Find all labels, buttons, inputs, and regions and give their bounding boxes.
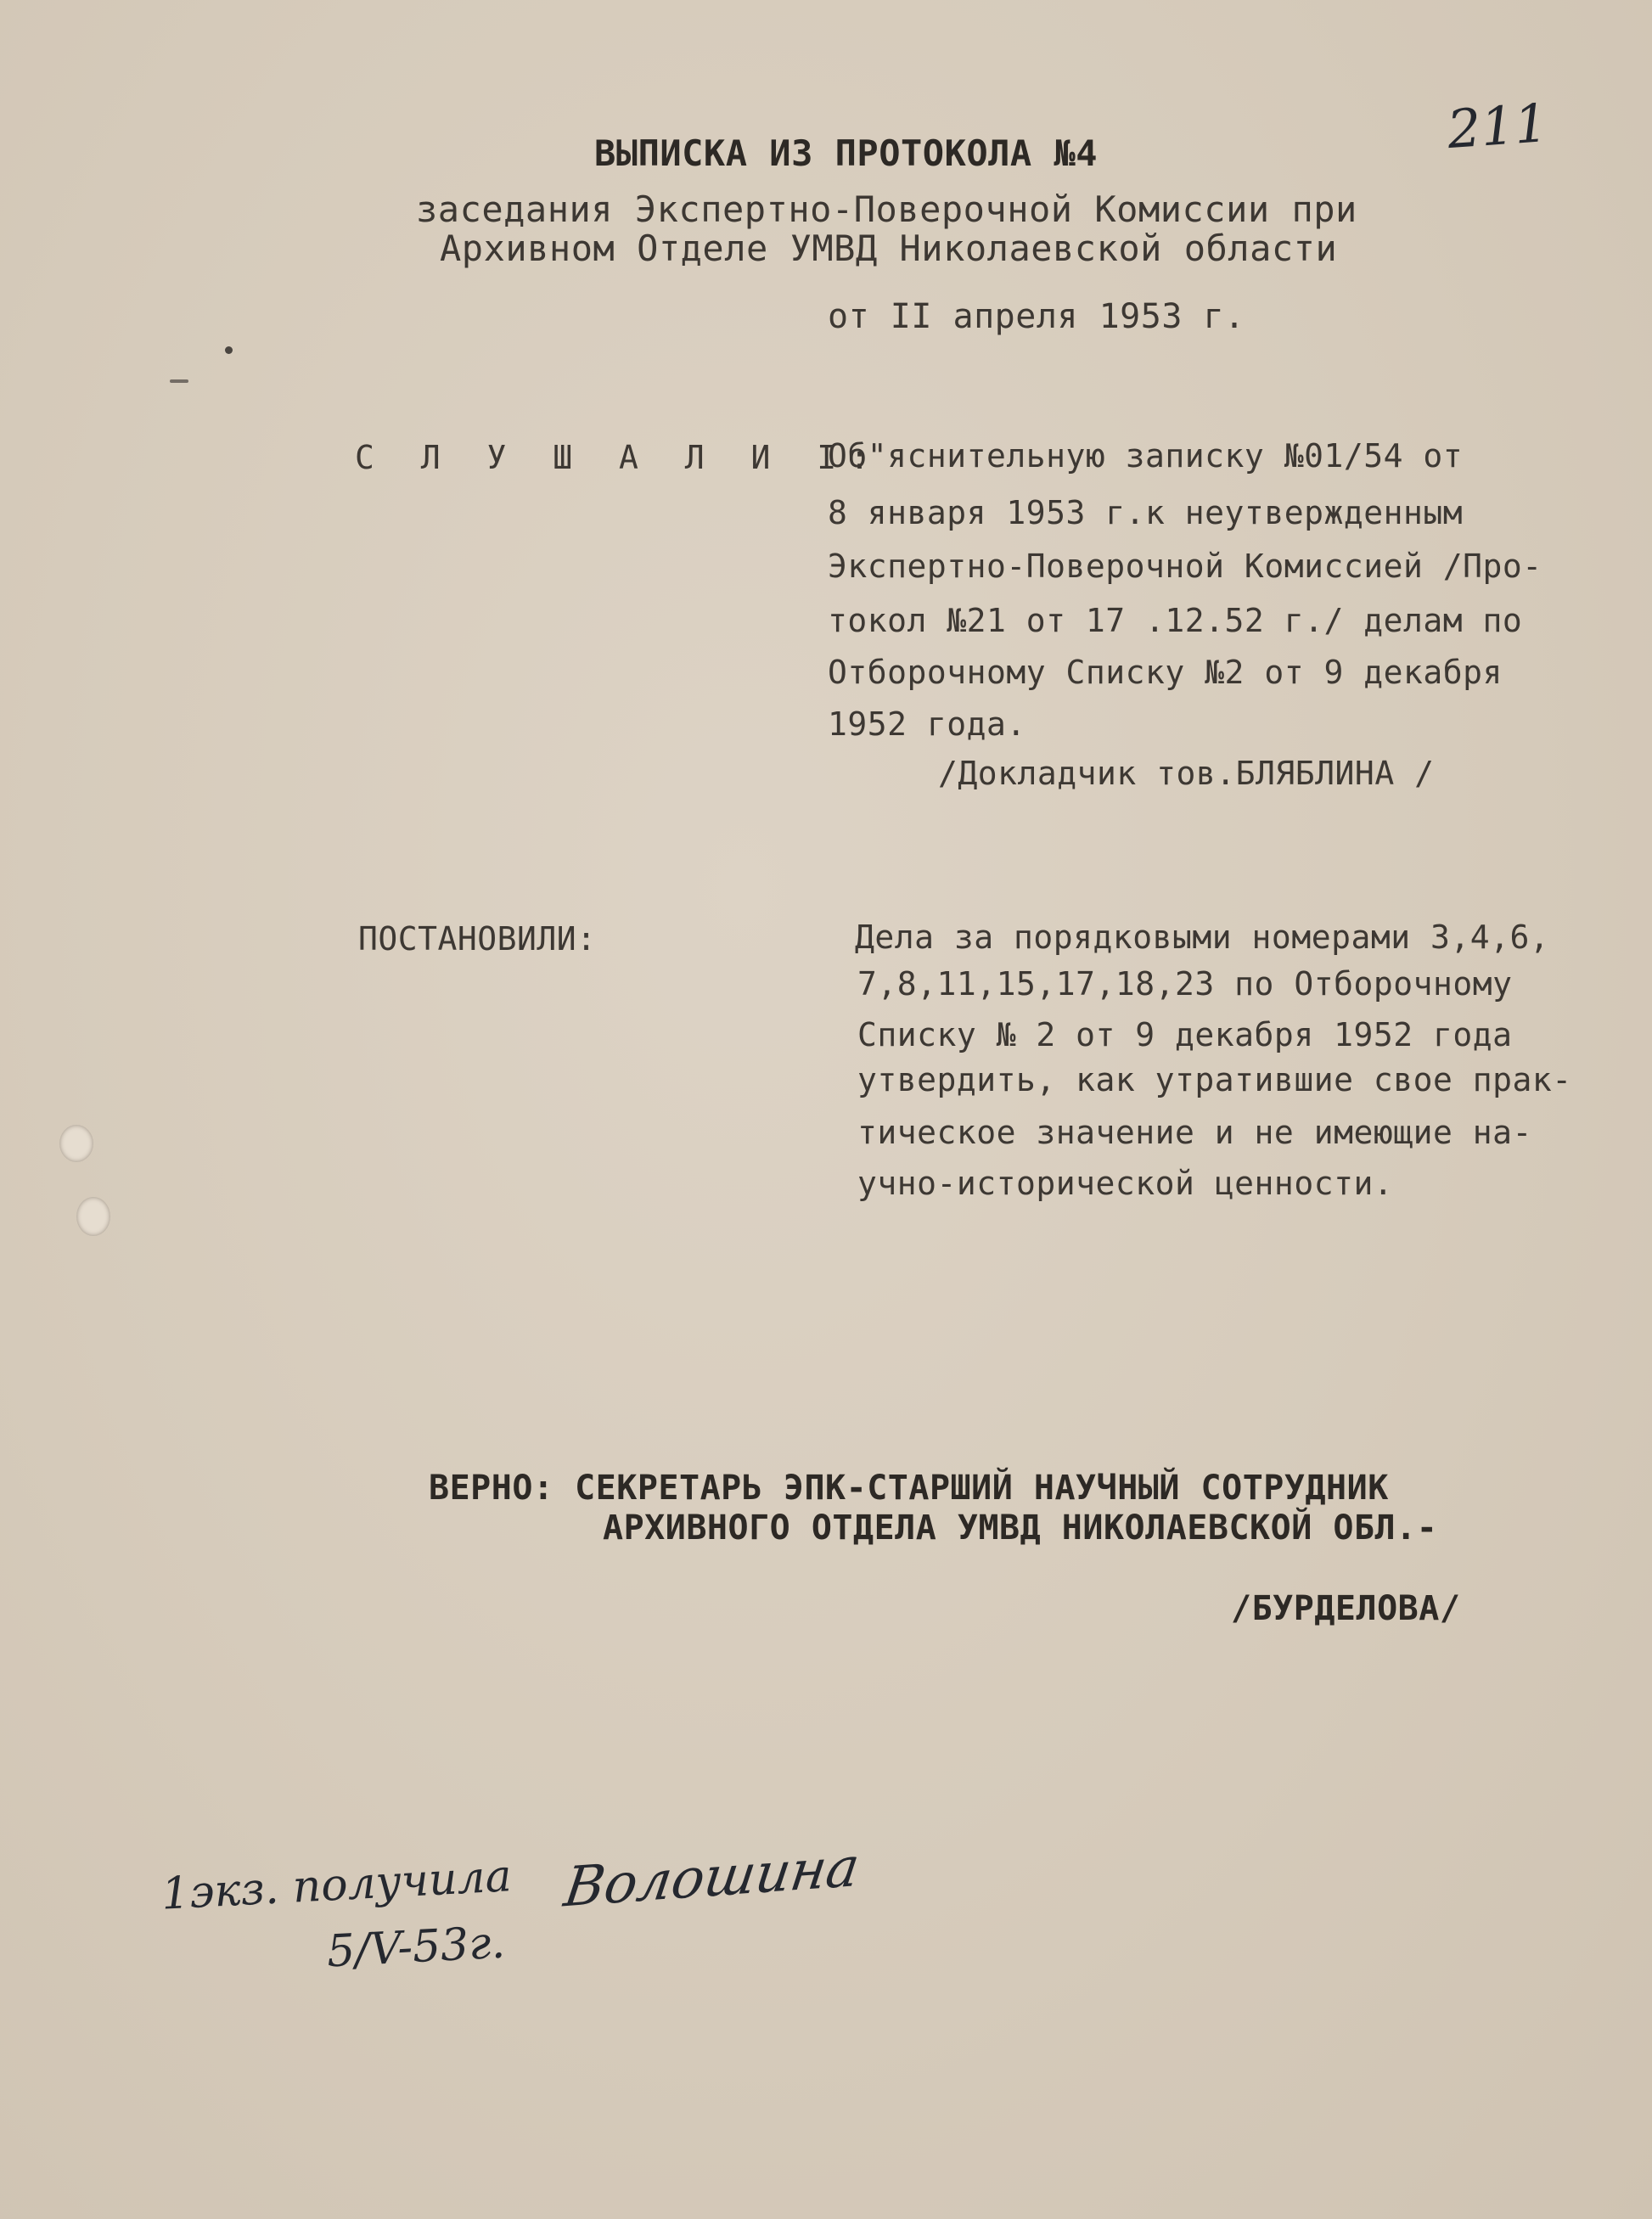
handwritten-date: 5/V-53г.	[325, 1917, 507, 1978]
ink-speck	[170, 379, 188, 383]
page-number: 211	[1445, 91, 1550, 161]
ink-speck	[225, 346, 233, 354]
speaker-note: /Докладчик тов.БЛЯБЛИНА /	[938, 755, 1435, 792]
document-date: от II апреля 1953 г.	[828, 297, 1245, 336]
heard-line: Экспертно-Поверочной Комиссией /Про-	[828, 548, 1542, 585]
resolved-line: Дела за порядковыми номерами 3,4,6,	[855, 918, 1550, 956]
heard-line: токол №21 от 17 .12.52 г./ делам по	[828, 602, 1523, 639]
certification-line1: ВЕРНО: СЕКРЕТАРЬ ЭПК-СТАРШИЙ НАУЧНЫЙ СОТРУДНИК	[429, 1469, 1389, 1508]
resolved-line: утвердить, как утратившие свое прак-	[857, 1061, 1572, 1098]
heard-line: 1952 года.	[828, 705, 1026, 743]
handwritten-note-text: 1экз. получила	[160, 1851, 513, 1920]
resolved-line: Списку № 2 от 9 декабря 1952 года	[857, 1016, 1513, 1053]
resolved-label: ПОСТАНОВИЛИ:	[358, 920, 597, 958]
punch-hole	[59, 1125, 93, 1162]
punch-hole	[76, 1197, 110, 1236]
heard-label: С Л У Ш А Л И I:	[355, 439, 884, 476]
heard-line: Об"яснительную записку №01/54 от	[828, 437, 1464, 475]
resolved-line: 7,8,11,15,17,18,23 по Отборочному	[857, 965, 1513, 1003]
resolved-line: учно-исторической ценности.	[857, 1165, 1394, 1202]
document-subtitle-line1: заседания Экспертно-Поверочной Комиссии при	[416, 188, 1357, 230]
handwritten-signature: Волошина	[560, 1835, 863, 1920]
document-title: ВЫПИСКА ИЗ ПРОТОКОЛА №4	[594, 132, 1099, 174]
heard-line: Отборочному Списку №2 от 9 декабря	[828, 654, 1503, 691]
signatory-name: /БУРДЕЛОВА/	[1231, 1589, 1461, 1628]
certification-line2: АРХИВНОГО ОТДЕЛА УМВД НИКОЛАЕВСКОЙ ОБЛ.-	[603, 1508, 1438, 1548]
heard-line: 8 января 1953 г.к неутвержденным	[828, 494, 1464, 531]
resolved-line: тическое значение и не имеющие на-	[857, 1114, 1532, 1151]
document-subtitle-line2: Архивном Отделе УМВД Николаевской области	[440, 228, 1338, 269]
